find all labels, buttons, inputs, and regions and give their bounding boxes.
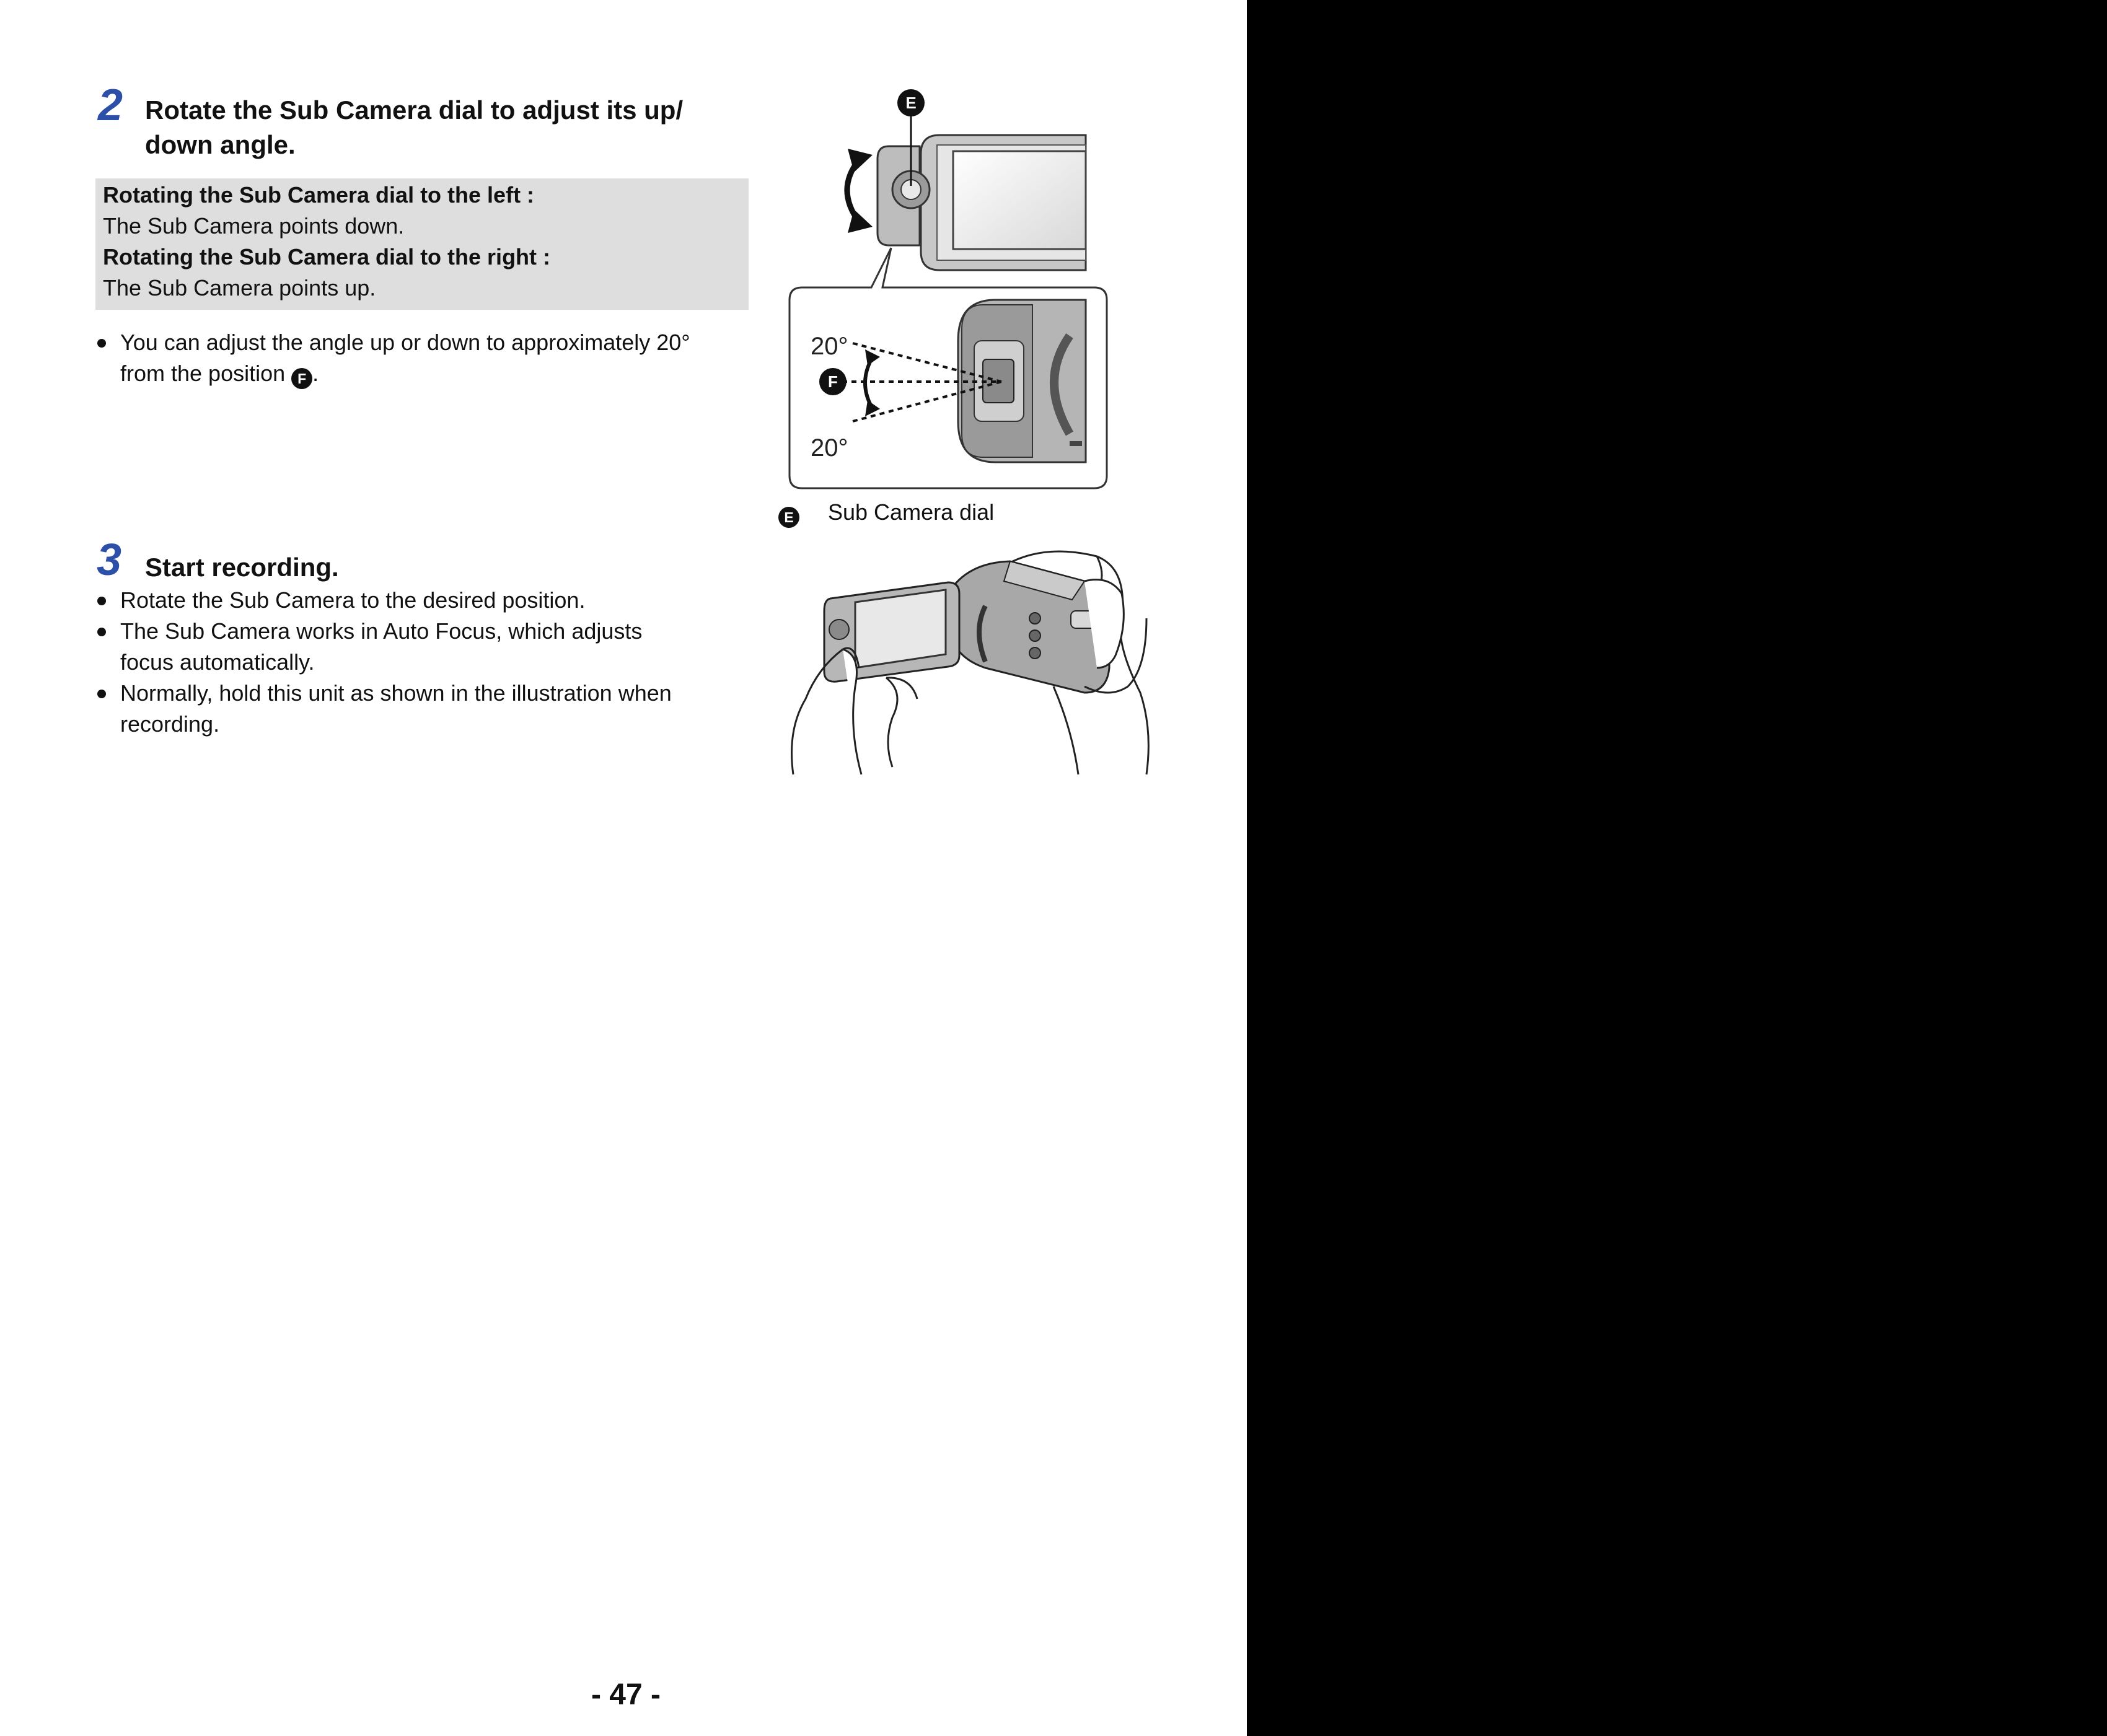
sub-camera-dial-illustration xyxy=(778,87,1113,496)
angle-note-line1: You can adjust the angle up or down to approximately 20° xyxy=(120,330,690,355)
note-hold-line2: recording. xyxy=(120,711,220,737)
angle-down-label: 20° xyxy=(811,434,848,462)
note-autofocus xyxy=(95,616,765,678)
dial-rotation-info-box xyxy=(95,178,749,310)
step-3-number: 3 xyxy=(97,535,122,585)
rotate-right-text: The Sub Camera points up. xyxy=(103,275,376,300)
note-hold-line1: Normally, hold this unit as shown in the illustration when xyxy=(120,680,672,706)
caption-e-marker: E xyxy=(778,507,799,528)
position-f-label: F xyxy=(828,372,838,391)
black-margin-panel xyxy=(1247,0,2107,1736)
rotate-left-text: The Sub Camera points down. xyxy=(103,213,405,239)
angle-note-line2: from the position xyxy=(120,361,292,386)
holding-camcorder-illustration xyxy=(762,544,1159,774)
step-2-number: 2 xyxy=(98,81,123,130)
step-2-notes xyxy=(95,327,752,389)
angle-note xyxy=(95,327,752,389)
caption-text: Sub Camera dial xyxy=(828,499,995,525)
callout-e-label: E xyxy=(905,94,917,112)
step-2-title-line1: Rotate the Sub Camera dial to adjust its up/ xyxy=(145,95,684,125)
position-f-marker: F xyxy=(291,368,312,389)
step-3-notes xyxy=(95,585,765,740)
step-2-title-line2: down angle. xyxy=(145,130,296,159)
rotate-right-heading: Rotating the Sub Camera dial to the right : xyxy=(103,244,551,270)
note-autofocus-line2: focus automatically. xyxy=(120,649,315,675)
rotate-left-heading: Rotating the Sub Camera dial to the left : xyxy=(103,182,535,208)
note-autofocus-line1: The Sub Camera works in Auto Focus, which adjusts xyxy=(120,618,643,644)
page-number: - 47 - xyxy=(591,1678,661,1711)
step-3-title: Start recording. xyxy=(145,553,339,582)
angle-note-period: . xyxy=(312,361,319,386)
angle-up-label: 20° xyxy=(811,333,848,360)
figure-caption xyxy=(778,497,994,528)
note-hold xyxy=(95,678,765,740)
note-rotate: Rotate the Sub Camera to the desired position. xyxy=(95,585,765,616)
